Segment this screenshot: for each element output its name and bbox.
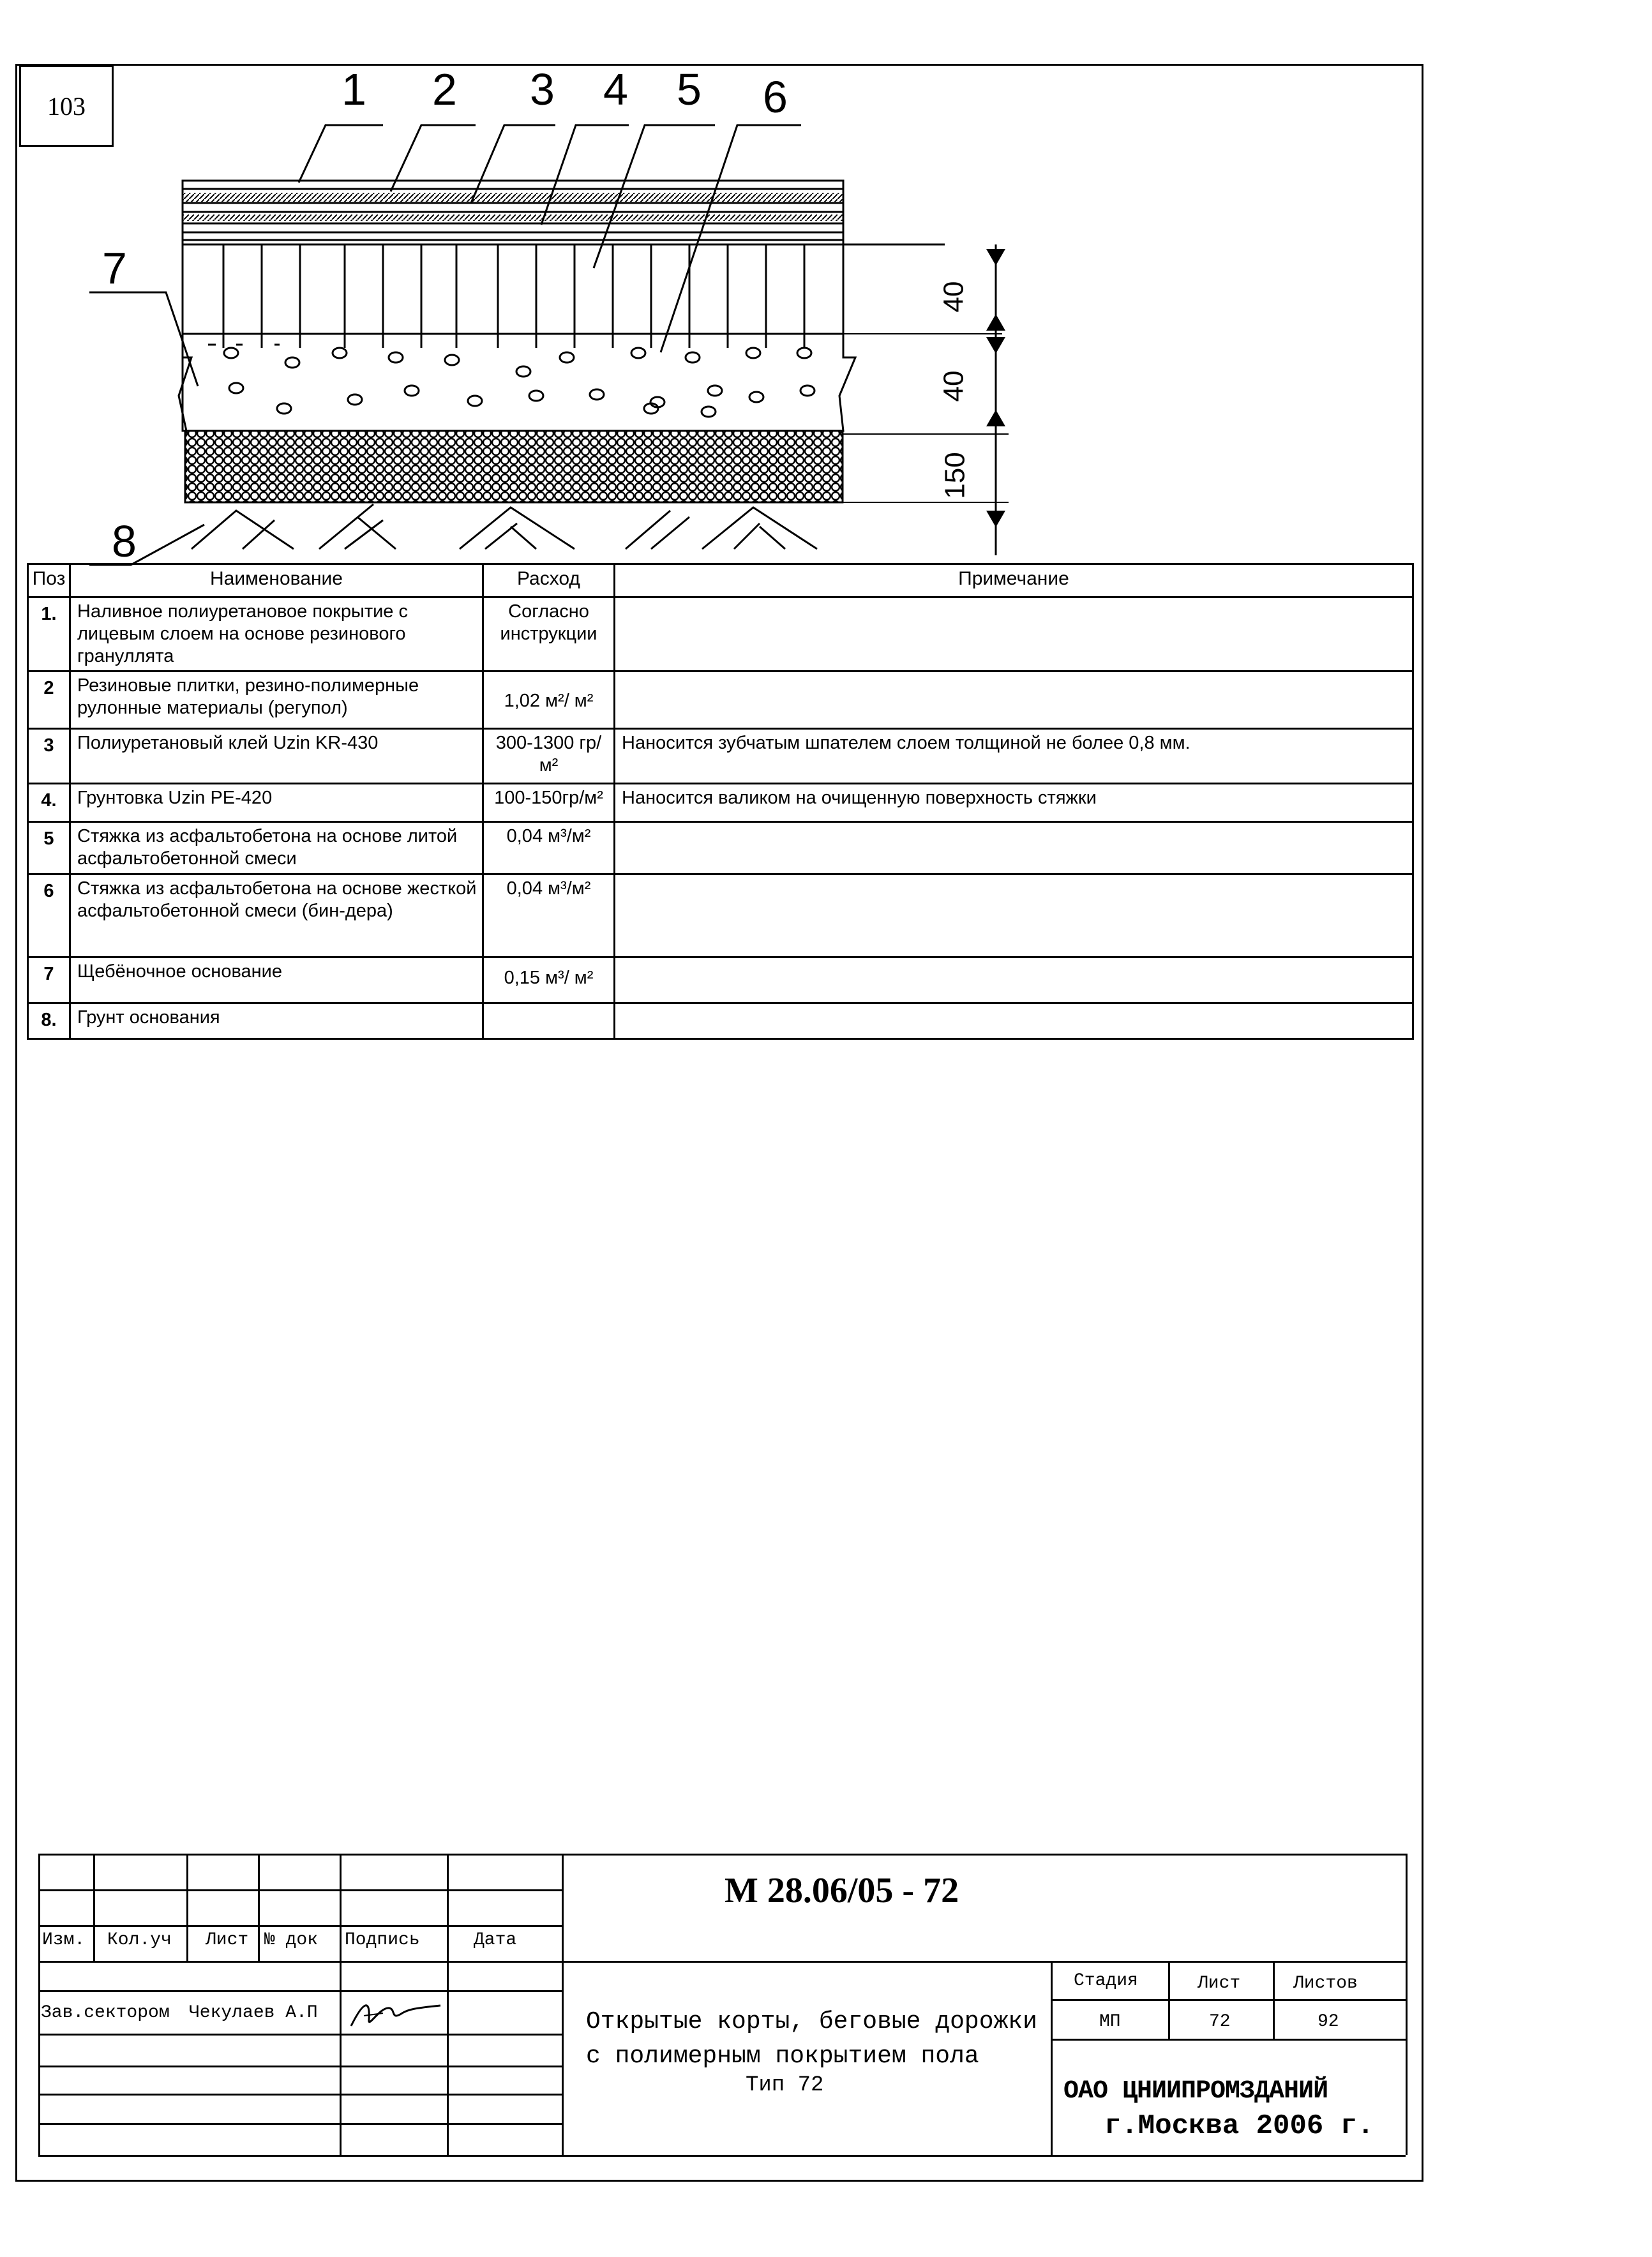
table-row [28,729,1413,784]
row-note [615,671,1413,729]
callout-7: 7 [102,243,127,293]
description-line-1: Открытые корты, беговые дорожки [586,2008,1037,2036]
description-line-3: Тип 72 [746,2073,824,2097]
callout-1: 1 [342,64,366,114]
row-name: Наливное полиуретановое покрытие с лицевым слоем на основе резинового грануллята [70,597,483,671]
callout-4: 4 [603,64,628,114]
row-pos: 2 [28,671,70,729]
table-row [28,597,1413,671]
row-name: Стяжка из асфальтобетона на основе литой асфальтобетонной смеси [70,822,483,874]
page-number: 103 [19,65,114,147]
sheets-label: Листов [1293,1974,1358,1993]
organization-name: ОАО ЦНИИПРОМЗДАНИЙ [1063,2077,1328,2106]
row-name: Грунт основания [70,1003,483,1039]
sheet-label: Лист [1198,1974,1241,1993]
row-consumption [483,1003,615,1039]
screed-layer-5 [183,244,945,334]
row-note [615,874,1413,957]
row-pos: 7 [28,957,70,1003]
description-line-2: с полимерным покрытием пола [586,2043,979,2070]
row-pos: 3 [28,729,70,784]
row-note: Наносится валиком на очищенную поверхность стяжки [615,784,1413,822]
document-code: М 28.06/05 - 72 [725,1871,959,1910]
stage-label: Стадия [1074,1971,1138,1991]
row-consumption: 0,15 м³/ м² [483,957,615,1003]
signature [345,1994,447,2032]
crushed-stone-layer-7 [185,431,1009,502]
col-header-doc: № док [264,1930,319,1950]
callout-3: 3 [530,64,555,114]
callout-5: 5 [677,64,702,114]
row-note [615,597,1413,671]
sheet-value: 72 [1209,2012,1231,2032]
sheets-value: 92 [1318,2012,1339,2032]
col-header-signature: Подпись [345,1930,420,1950]
soil-layer-8 [191,504,817,549]
callout-8: 8 [112,516,137,566]
table-row [28,784,1413,822]
row-note [615,1003,1413,1039]
row-pos: 4. [28,784,70,822]
dimension-layer-6: 40 [938,370,970,402]
header-note: Примечание [615,564,1413,597]
row-name: Грунтовка Uzin PE-420 [70,784,483,822]
table-row [28,1003,1413,1039]
table-header-row [28,564,1413,597]
callout-6: 6 [763,72,788,122]
row-consumption: Согласно инструкции [483,597,615,671]
row-name: Стяжка из асфальтобетона на основе жесткой асфальтобетонной смеси (бин-дера) [70,874,483,957]
row-consumption: 0,04 м³/м² [483,822,615,874]
floor-section-drawing [0,0,1652,574]
specification-table [27,563,1414,1040]
row-pos: 1. [28,597,70,671]
person-name: Чекулаев А.П [189,2003,318,2023]
row-note [615,957,1413,1003]
row-note: Наносится зубчатым шпателем слоем толщиной не более 0,8 мм. [615,729,1413,784]
table-row [28,671,1413,729]
row-consumption: 300-1300 гр/м² [483,729,615,784]
row-note [615,822,1413,874]
screed-layer-6 [179,334,1002,431]
coating-layers [183,181,843,244]
col-header-list: Лист [206,1930,249,1950]
row-pos: 5 [28,822,70,874]
dimension-layer-7: 150 [939,452,971,499]
table-row [28,957,1413,1003]
col-header-izm: Изм. [42,1930,86,1950]
stage-value: МП [1099,2012,1121,2032]
col-header-kol: Кол.уч [107,1930,172,1950]
organization-city-year: г.Москва 2006 г. [1104,2110,1374,2142]
table-row [28,874,1413,957]
header-pos: Поз [28,564,70,597]
row-name: Щебёночное основание [70,957,483,1003]
header-name: Наименование [70,564,483,597]
dimension-chain [986,244,1005,555]
dimension-layer-5: 40 [938,281,970,313]
row-consumption: 1,02 м²/ м² [483,671,615,729]
row-pos: 8. [28,1003,70,1039]
role-label: Зав.сектором [41,2003,170,2023]
header-consumption: Расход [483,564,615,597]
callout-2: 2 [432,64,457,114]
row-pos: 6 [28,874,70,957]
row-consumption: 0,04 м³/м² [483,874,615,957]
row-consumption: 100-150гр/м² [483,784,615,822]
table-row [28,822,1413,874]
row-name: Полиуретановый клей Uzin KR-430 [70,729,483,784]
row-name: Резиновые плитки, резино-полимерные рулонные материалы (регупол) [70,671,483,729]
col-header-date: Дата [474,1930,517,1950]
